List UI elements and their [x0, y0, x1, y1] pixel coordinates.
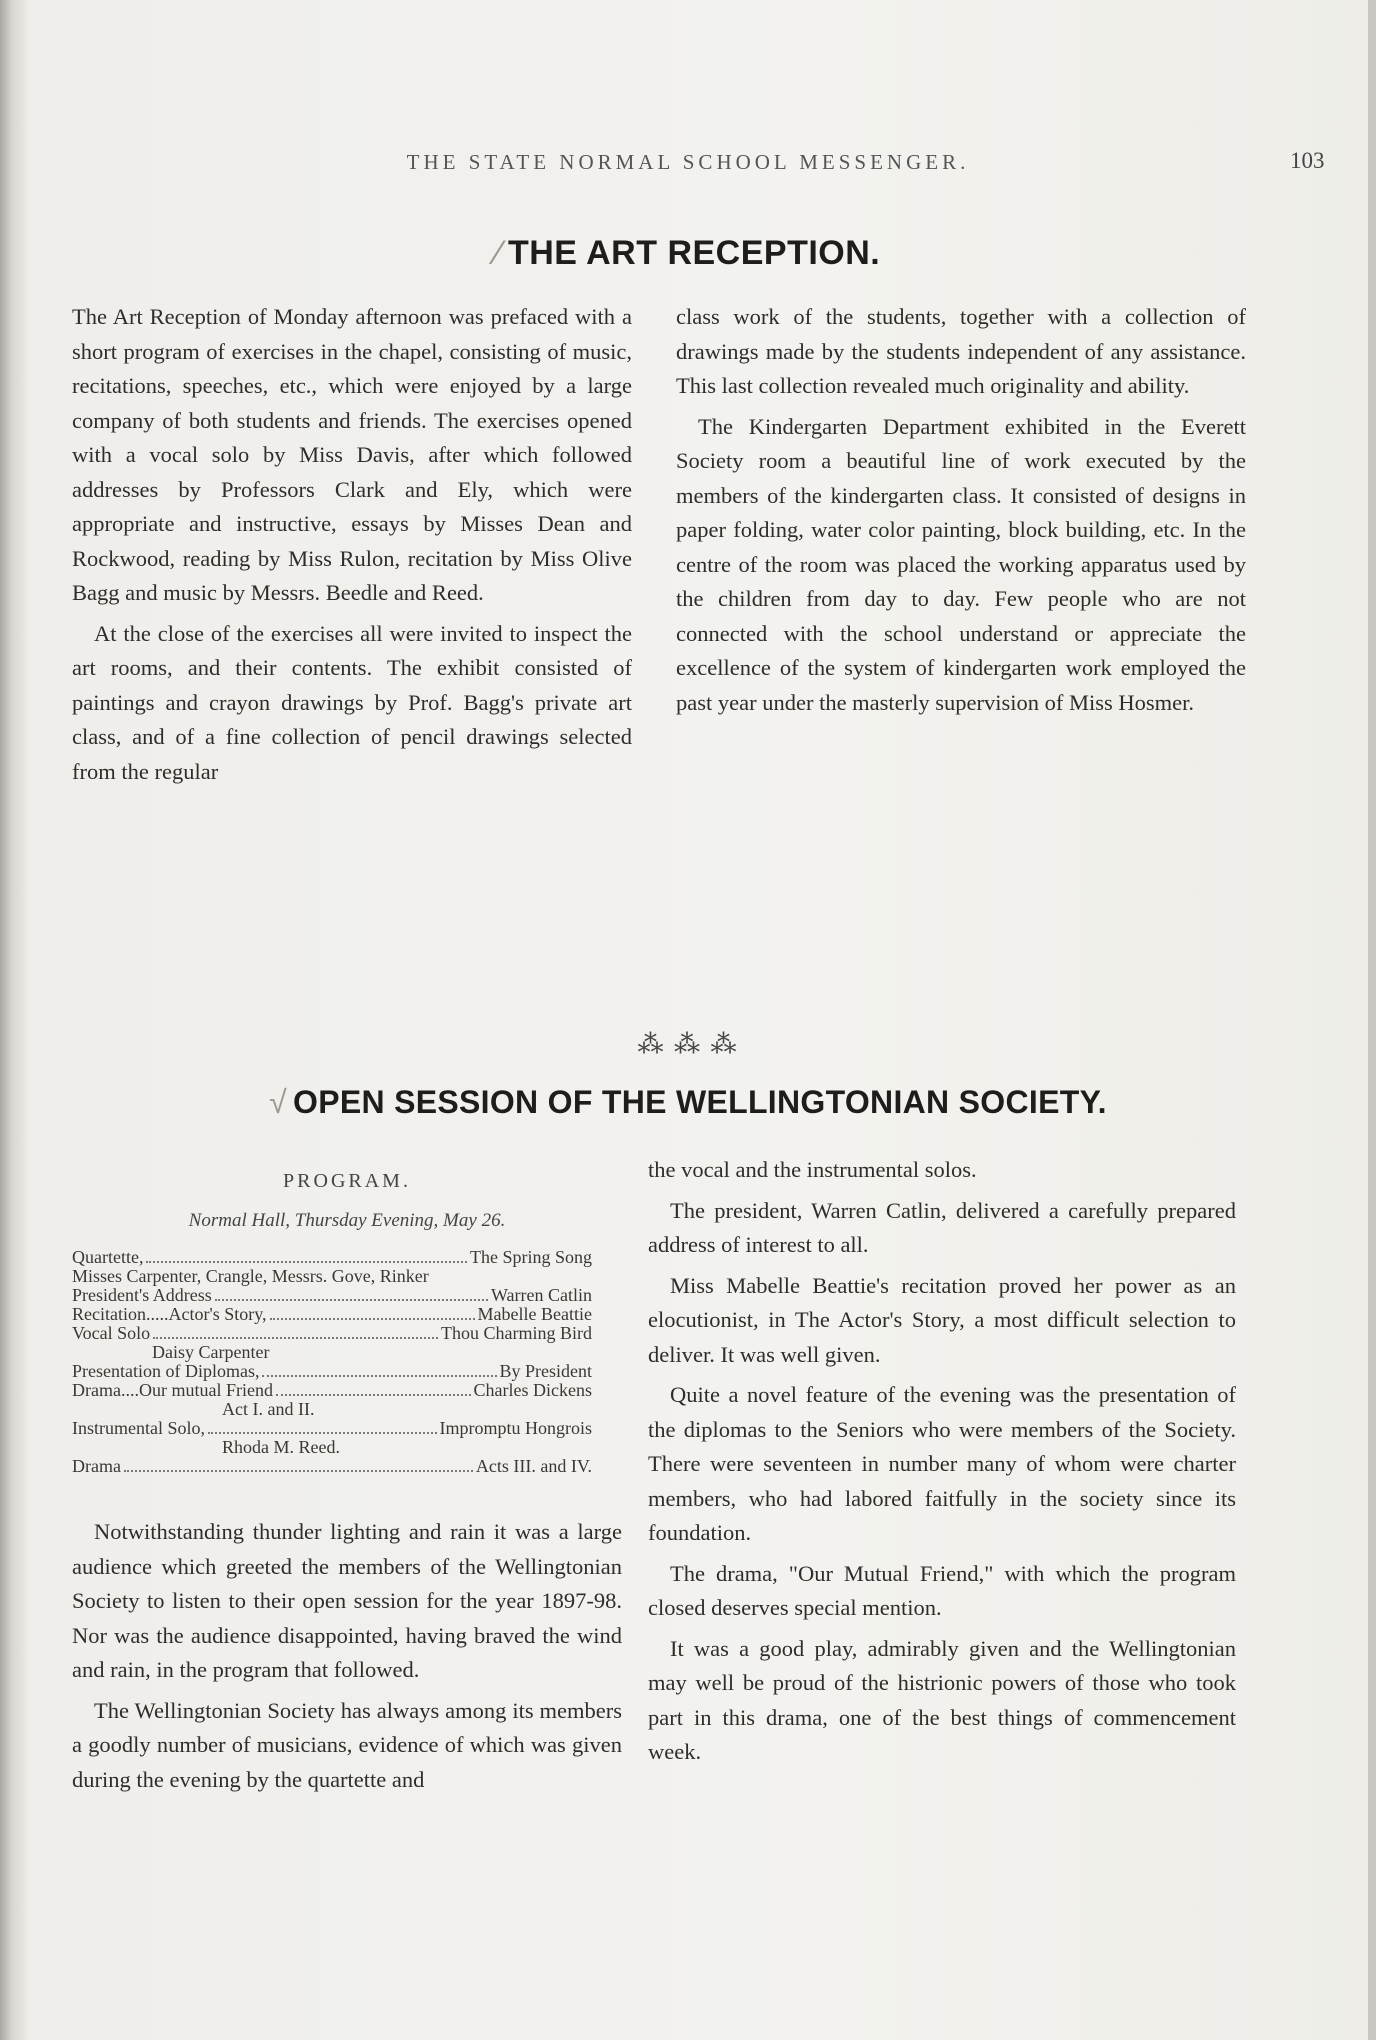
program-line: Daisy Carpenter — [152, 1342, 270, 1362]
article-title-text: THE ART RECEPTION. — [507, 234, 881, 272]
paragraph: Miss Mabelle Beattie's recitation proved her power as an elocutionist, in The Actor's Story, a most difficult selection to deliver. It was well given. — [648, 1272, 1236, 1367]
program-row — [72, 1305, 592, 1324]
paragraph: Quite a novel feature of the evening was the presentation of the diplomas to the Seniors who were members of the Society. There were seventeen in number many of whom were charter members, who had labored faitfully in the society since its foundation. — [648, 1382, 1236, 1545]
program-item: Vocal Solo — [72, 1324, 151, 1343]
running-head: THE STATE NORMAL SCHOOL MESSENGER. — [406, 150, 970, 174]
program-performer: Warren Catlin — [490, 1286, 592, 1305]
paragraph: The Kindergarten Department exhibited in the Everett Society room a beautiful line of work executed by the members of the kindergarten class. It consisted of designs in paper folding, water color painting, block building, etc. In the centre of the room was placed the working apparatus used by the children from day to day. Few people who are not connected with the school understand or appreciate the excellence of the system of kindergarten work employed the past year under the masterly supervision of Miss Hosmer. — [676, 413, 1246, 715]
paragraph: At the close of the exercises all were invited to inspect the art rooms, and their contents. The exhibit consisted of paintings and crayon drawings by Prof. Bagg's private art class, and of a fine collection of pencil drawings selected from the regular — [72, 620, 632, 784]
article-title-wellingtonian — [0, 1084, 1376, 1121]
program-row — [72, 1248, 592, 1267]
program-line: Misses Carpenter, Crangle, Messrs. Gove, Rinker — [72, 1266, 429, 1286]
paragraph: class work of the students, together with a collection of drawings made by the students independent of any assistance. This last collection revealed much originality and ability. — [676, 304, 1246, 398]
program-item: Recitation.....Actor's Story, — [72, 1305, 267, 1324]
paragraph: It was a good play, admirably given and the Wellingtonian may well be proud of the histrionic powers of those who took part in this drama, one of the best things of commencement week. — [648, 1635, 1236, 1764]
page-edge — [1368, 0, 1376, 2040]
paragraph: The Wellingtonian Society has always among its members a goodly number of musicians, evidence of which was given during the evening by the quartette and — [72, 1697, 622, 1792]
program-row — [72, 1324, 592, 1343]
program-item: Quartette, — [72, 1248, 144, 1267]
art-reception-column-right — [676, 300, 1246, 726]
program-performer: Charles Dickens — [473, 1381, 592, 1400]
program-row — [72, 1286, 592, 1305]
program-performer: By President — [499, 1362, 592, 1381]
program-item: President's Address — [72, 1286, 212, 1305]
section-ornament-icon: ⁂ ⁂ ⁂ — [637, 1030, 739, 1059]
program-performer: Impromptu Hongrois — [439, 1419, 592, 1438]
wellingtonian-column-left — [72, 1515, 622, 1803]
program-heading: PROGRAM. — [283, 1170, 411, 1192]
paragraph: The drama, "Our Mutual Friend," with which the program closed deserves special mention. — [648, 1560, 1236, 1620]
program-row — [72, 1457, 592, 1476]
pencil-check-mark-icon: ⁄ — [495, 234, 502, 272]
program-item: Instrumental Solo, — [72, 1419, 205, 1438]
program-performer: The Spring Song — [469, 1248, 592, 1267]
paragraph: The president, Warren Catlin, delivered a carefully prepared address of interest to all. — [648, 1197, 1236, 1257]
paragraph: The Art Reception of Monday afternoon was prefaced with a short program of exercises in the chapel, consisting of music, recitations, speeches, etc., which were enjoyed by a large company of both students and friends. The exercises opened with a vocal solo by Miss Davis, after which followed addresses by Professors Clark and Ely, which were appropriate and instructive, essays by Misses Dean and Rockwood, reading by Miss Rulon, recitation by Miss Olive Bagg and music by Messrs. Beedle and Reed. — [72, 304, 632, 605]
wellingtonian-column-right — [648, 1153, 1236, 1776]
program-subheading: Normal Hall, Thursday Evening, May 26. — [188, 1210, 506, 1231]
program-row — [72, 1381, 592, 1400]
program-line: Rhoda M. Reed. — [222, 1437, 340, 1457]
pencil-check-mark-icon: √ — [269, 1084, 287, 1120]
program-performer: Mabelle Beattie — [477, 1305, 592, 1324]
art-reception-column-left — [72, 300, 632, 795]
page-number: 103 — [1290, 148, 1325, 173]
article-title-text: OPEN SESSION OF THE WELLINGTONIAN SOCIETY. — [293, 1084, 1107, 1120]
program-performer: Acts III. and IV. — [475, 1457, 592, 1476]
paragraph: the vocal and the instrumental solos. — [648, 1157, 977, 1182]
paragraph: Notwithstanding thunder lighting and rain it was a large audience which greeted the members of the Wellingtonian Society to listen to their open session for the year 1897-98. Nor was the audience disappointed, having braved the wind and rain, in the program that followed. — [72, 1519, 622, 1682]
program-line: Act I. and II. — [222, 1399, 315, 1419]
program-item: Drama — [72, 1457, 121, 1476]
program-row — [72, 1419, 592, 1438]
article-title-art-reception — [0, 234, 1376, 273]
program-list — [72, 1248, 592, 1476]
program-row — [72, 1362, 592, 1381]
program-item: Drama....Our mutual Friend — [72, 1381, 273, 1400]
program-performer: Thou Charming Bird — [441, 1324, 592, 1343]
program-item: Presentation of Diplomas, — [72, 1362, 260, 1381]
